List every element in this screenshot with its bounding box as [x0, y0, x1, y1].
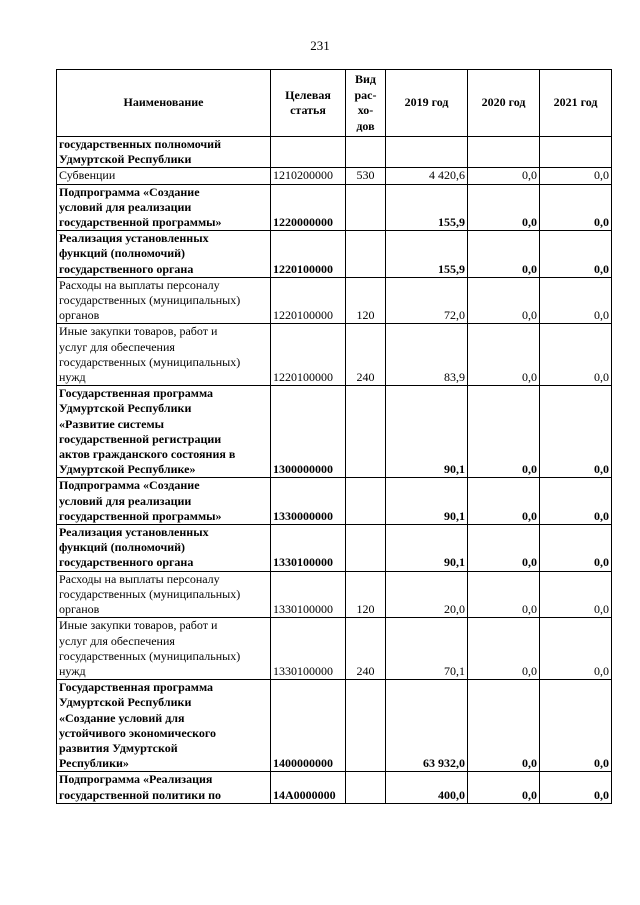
cell-2020	[468, 137, 540, 168]
cell-2020: 0,0	[468, 277, 540, 324]
cell-expense-type: 530	[346, 168, 386, 184]
cell-2019: 4 420,6	[386, 168, 468, 184]
cell-name	[57, 386, 271, 478]
cell-name-line: государственной программы»	[59, 215, 222, 230]
cell-2020: 0,0	[468, 478, 540, 525]
header-expense-type	[346, 70, 386, 137]
budget-table	[56, 69, 612, 804]
cell-name	[57, 772, 271, 803]
cell-target-article: 1210200000	[271, 168, 346, 184]
cell-2020: 0,0	[468, 571, 540, 618]
cell-name-line: условий для реализации	[59, 493, 192, 508]
cell-name	[57, 618, 271, 680]
cell-name-line: Иные закупки товаров, работ и	[59, 324, 218, 339]
cell-expense-type: 120	[346, 277, 386, 324]
cell-name-line: Расходы на выплаты персоналу	[59, 571, 220, 586]
cell-target-article: 1330000000	[271, 478, 346, 525]
table-row	[57, 184, 612, 231]
cell-name-line: Иные закупки товаров, работ и	[59, 618, 218, 633]
cell-name-line: Реализация установленных	[59, 231, 209, 246]
cell-name	[57, 168, 271, 184]
cell-name-line: Удмуртской Республики	[59, 401, 192, 416]
cell-name	[57, 571, 271, 618]
cell-name	[57, 324, 271, 386]
cell-name	[57, 184, 271, 231]
cell-2021: 0,0	[540, 231, 612, 278]
cell-expense-type: 240	[346, 324, 386, 386]
header-vid-line: Вид	[355, 72, 376, 86]
cell-expense-type: 120	[346, 571, 386, 618]
table-row	[57, 680, 612, 772]
cell-2019: 63 932,0	[386, 680, 468, 772]
header-name: Наименование	[57, 70, 271, 137]
cell-2021: 0,0	[540, 277, 612, 324]
cell-expense-type	[346, 478, 386, 525]
cell-expense-type	[346, 386, 386, 478]
cell-name-line: «Создание условий для	[59, 710, 185, 725]
cell-target-article: 1220100000	[271, 324, 346, 386]
cell-2020: 0,0	[468, 324, 540, 386]
cell-expense-type	[346, 525, 386, 572]
cell-name-line: государственной регистрации	[59, 431, 222, 446]
cell-expense-type	[346, 680, 386, 772]
cell-2019: 90,1	[386, 525, 468, 572]
cell-2019: 70,1	[386, 618, 468, 680]
header-vid-line: хо-	[357, 103, 374, 117]
cell-expense-type	[346, 772, 386, 803]
cell-expense-type	[346, 137, 386, 168]
cell-2019: 400,0	[386, 772, 468, 803]
cell-name-line: государственных (муниципальных)	[59, 648, 241, 663]
cell-2021	[540, 137, 612, 168]
cell-target-article: 1330100000	[271, 571, 346, 618]
table-row	[57, 168, 612, 184]
header-vid-line: дов	[356, 118, 375, 133]
cell-2019: 83,9	[386, 324, 468, 386]
table-row	[57, 478, 612, 525]
cell-2020: 0,0	[468, 772, 540, 803]
cell-name-line: функций (полномочий)	[59, 246, 186, 261]
cell-2021: 0,0	[540, 680, 612, 772]
cell-2020: 0,0	[468, 184, 540, 231]
cell-2020: 0,0	[468, 618, 540, 680]
header-code-line: Целевая	[285, 87, 331, 102]
table-row	[57, 386, 612, 478]
cell-2019: 155,9	[386, 184, 468, 231]
cell-name-line: Удмуртской Республике»	[59, 462, 196, 477]
cell-name-line: нужд	[59, 663, 86, 678]
cell-2021: 0,0	[540, 618, 612, 680]
table-row	[57, 277, 612, 324]
table-row	[57, 618, 612, 680]
cell-name	[57, 525, 271, 572]
cell-2021: 0,0	[540, 386, 612, 478]
cell-2021: 0,0	[540, 324, 612, 386]
cell-2020: 0,0	[468, 386, 540, 478]
cell-name-line: Подпрограмма «Создание	[59, 184, 200, 199]
header-2021: 2021 год	[540, 70, 612, 137]
cell-name-line: государственных полномочий	[59, 137, 222, 151]
cell-2020: 0,0	[468, 680, 540, 772]
cell-target-article: 1220100000	[271, 231, 346, 278]
cell-name-line: государственных (муниципальных)	[59, 586, 241, 601]
cell-expense-type: 240	[346, 618, 386, 680]
table-row	[57, 231, 612, 278]
cell-name-line: Субвенции	[59, 168, 116, 183]
cell-expense-type	[346, 184, 386, 231]
cell-name	[57, 231, 271, 278]
cell-target-article	[271, 137, 346, 168]
cell-target-article: 1300000000	[271, 386, 346, 478]
cell-2021: 0,0	[540, 772, 612, 803]
cell-name-line: Подпрограмма «Создание	[59, 478, 200, 493]
cell-2019: 90,1	[386, 478, 468, 525]
header-2020: 2020 год	[468, 70, 540, 137]
cell-name-line: органов	[59, 308, 100, 323]
cell-name-line: функций (полномочий)	[59, 540, 186, 555]
cell-name-line: актов гражданского состояния в	[59, 447, 236, 462]
cell-name-line: Удмуртской Республики	[59, 152, 192, 167]
cell-2021: 0,0	[540, 168, 612, 184]
cell-target-article: 1400000000	[271, 680, 346, 772]
cell-target-article: 1220100000	[271, 277, 346, 324]
cell-2019	[386, 137, 468, 168]
cell-2021: 0,0	[540, 478, 612, 525]
cell-name-line: Реализация установленных	[59, 525, 209, 540]
cell-name	[57, 277, 271, 324]
cell-target-article: 1330100000	[271, 618, 346, 680]
cell-name-line: нужд	[59, 370, 86, 385]
cell-expense-type	[346, 231, 386, 278]
cell-name-line: органов	[59, 602, 100, 617]
table-row	[57, 137, 612, 168]
cell-name-line: устойчивого экономического	[59, 725, 217, 740]
table-row	[57, 772, 612, 803]
table-row	[57, 571, 612, 618]
header-vid-line: рас-	[354, 87, 377, 102]
table-header-row	[57, 70, 612, 137]
cell-2019: 20,0	[386, 571, 468, 618]
cell-name-line: услуг для обеспечения	[59, 633, 175, 648]
cell-name	[57, 478, 271, 525]
cell-2021: 0,0	[540, 184, 612, 231]
cell-2021: 0,0	[540, 571, 612, 618]
cell-target-article: 1330100000	[271, 525, 346, 572]
page-number: 231	[310, 38, 330, 53]
cell-name-line: услуг для обеспечения	[59, 339, 175, 354]
cell-2019: 90,1	[386, 386, 468, 478]
cell-name-line: условий для реализации	[59, 199, 192, 214]
table-body	[57, 137, 612, 804]
cell-2019: 72,0	[386, 277, 468, 324]
header-code-line: статья	[290, 103, 326, 117]
cell-target-article: 1220000000	[271, 184, 346, 231]
cell-name-line: государственной политики по	[59, 787, 222, 802]
cell-2020: 0,0	[468, 168, 540, 184]
cell-2021: 0,0	[540, 525, 612, 572]
cell-name-line: государственной программы»	[59, 508, 222, 523]
cell-name-line: государственных (муниципальных)	[59, 354, 241, 369]
cell-name	[57, 137, 271, 168]
table-row	[57, 324, 612, 386]
cell-name-line: Подпрограмма «Реализация	[59, 772, 213, 787]
cell-name-line: Государственная программа	[59, 386, 214, 401]
cell-name-line: государственного органа	[59, 555, 194, 570]
cell-name-line: развития Удмуртской	[59, 740, 178, 755]
cell-target-article: 14А0000000	[271, 772, 346, 803]
header-target-article	[271, 70, 346, 137]
header-2019: 2019 год	[386, 70, 468, 137]
cell-name-line: государственного органа	[59, 261, 194, 276]
cell-2019: 155,9	[386, 231, 468, 278]
cell-name-line: Расходы на выплаты персоналу	[59, 277, 220, 292]
cell-name-line: Государственная программа	[59, 680, 214, 695]
cell-name-line: Республики»	[59, 756, 129, 771]
cell-name-line: Удмуртской Республики	[59, 695, 192, 710]
cell-name-line: государственных (муниципальных)	[59, 293, 241, 308]
cell-name	[57, 680, 271, 772]
cell-name-line: «Развитие системы	[59, 416, 165, 431]
table-row	[57, 525, 612, 572]
cell-2020: 0,0	[468, 525, 540, 572]
cell-2020: 0,0	[468, 231, 540, 278]
